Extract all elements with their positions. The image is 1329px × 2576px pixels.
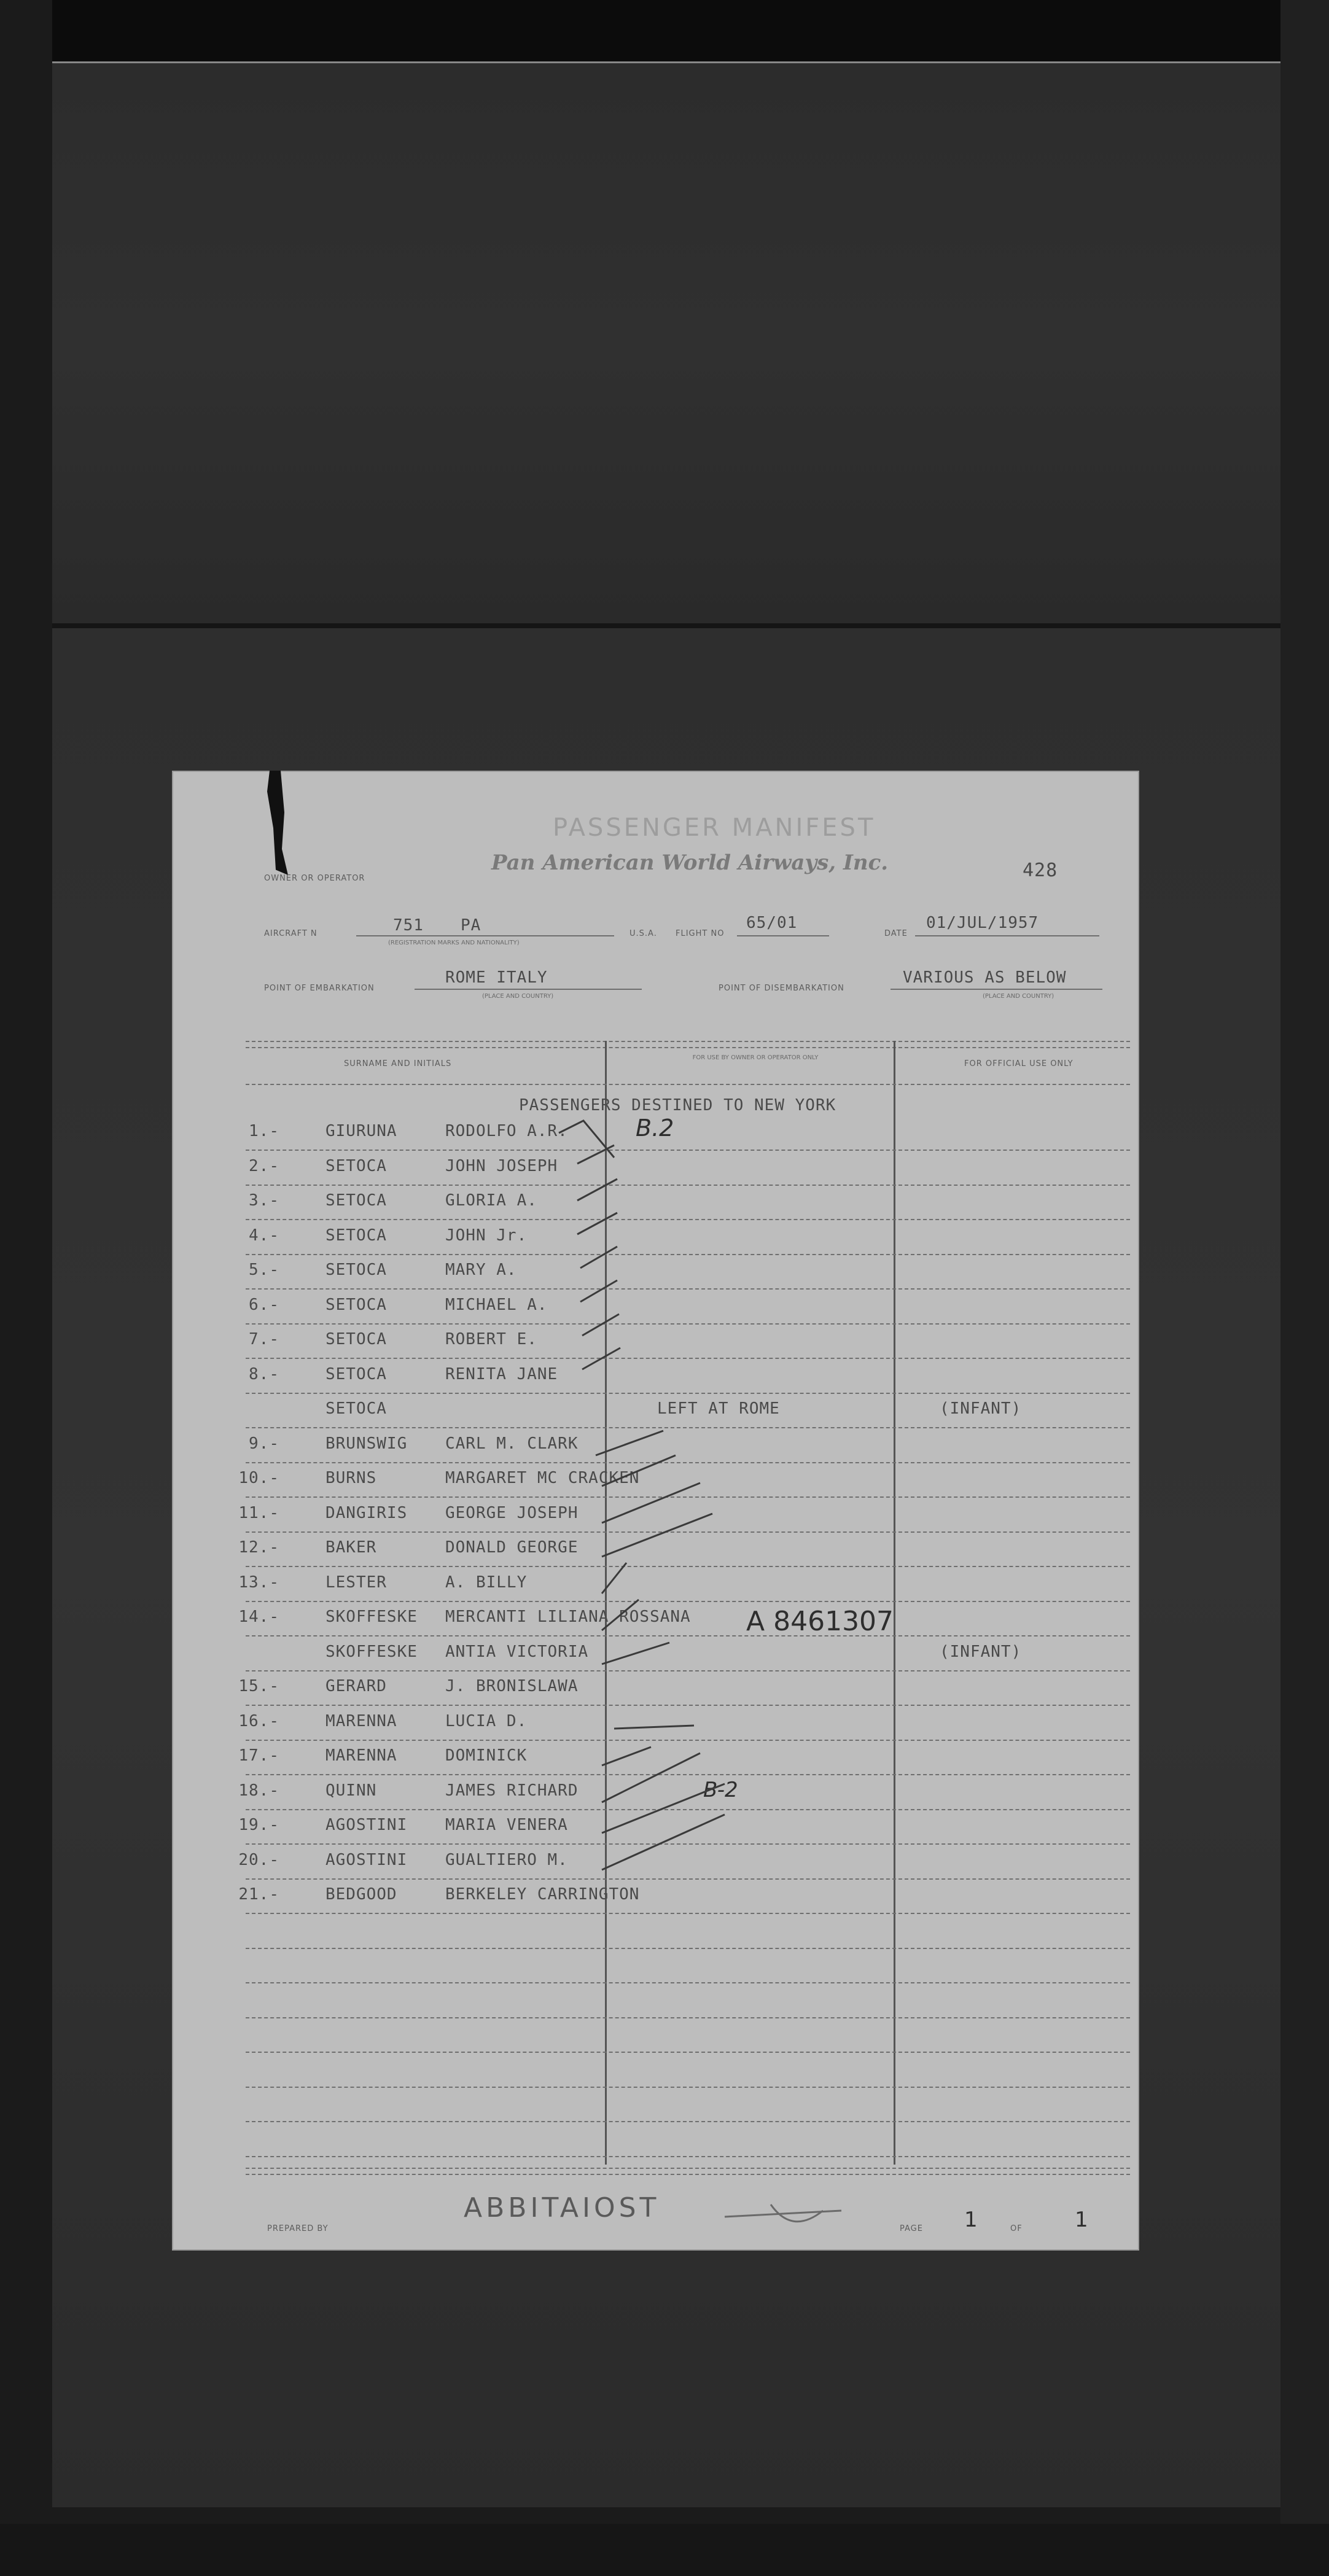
row-given-names: JAMES RICHARD bbox=[445, 1781, 579, 1800]
row-number: 8.- bbox=[249, 1365, 279, 1383]
of-label: OF bbox=[1010, 2224, 1023, 2233]
row-surname: SKOFFESKE bbox=[325, 1643, 418, 1661]
check-mark-17 bbox=[602, 1747, 651, 1765]
row-given-names: MICHAEL A. bbox=[445, 1296, 548, 1314]
check-mark-9 bbox=[596, 1431, 663, 1455]
embark-label: POINT OF EMBARKATION bbox=[264, 984, 375, 993]
row-number: 18.- bbox=[238, 1781, 279, 1800]
row-given-names: MARY A. bbox=[445, 1261, 517, 1279]
form-number: 428 bbox=[1023, 860, 1058, 881]
check-mark-4 bbox=[577, 1213, 617, 1234]
row-surname: DANGIRIS bbox=[325, 1504, 408, 1522]
check-mark-5 bbox=[580, 1247, 617, 1268]
row-number: 11.- bbox=[238, 1504, 279, 1522]
row-given-names: JOHN JOSEPH bbox=[445, 1157, 558, 1175]
row-number: 21.- bbox=[238, 1885, 279, 1904]
handwritten-b2-second: B-2 bbox=[703, 1778, 738, 1802]
disembark-value: VARIOUS AS BELOW bbox=[903, 968, 1067, 987]
row-surname: MARENNA bbox=[325, 1746, 397, 1765]
row-given-names: DONALD GEORGE bbox=[445, 1538, 579, 1557]
row-number: 17.- bbox=[238, 1746, 279, 1765]
row-given-names: JOHN Jr. bbox=[445, 1226, 528, 1245]
check-mark-7 bbox=[582, 1314, 619, 1336]
row-given-names: BERKELEY CARRINGTON bbox=[445, 1885, 640, 1904]
handwritten-b2-first: B.2 bbox=[636, 1115, 674, 1142]
disembark-label: POINT OF DISEMBARKATION bbox=[719, 984, 844, 993]
row-surname: QUINN bbox=[325, 1781, 377, 1800]
row-given-names: GUALTIERO M. bbox=[445, 1851, 568, 1869]
check-mark-1 bbox=[559, 1121, 614, 1158]
row-number: 19.- bbox=[238, 1816, 279, 1834]
row-surname: AGOSTINI bbox=[325, 1851, 408, 1869]
row-number: 10.- bbox=[238, 1469, 279, 1487]
check-mark-11 bbox=[602, 1483, 700, 1523]
check-mark-6 bbox=[580, 1280, 617, 1302]
row-number: 12.- bbox=[238, 1538, 279, 1557]
row-surname: BAKER bbox=[325, 1538, 377, 1557]
row-given-names: A. BILLY bbox=[445, 1573, 528, 1592]
row-official-note: (INFANT) bbox=[940, 1399, 1022, 1418]
row-surname: GERARD bbox=[325, 1677, 387, 1695]
row-given-names: MARIA VENERA bbox=[445, 1816, 568, 1834]
row-surname: BEDGOOD bbox=[325, 1885, 397, 1904]
row-number: 7.- bbox=[249, 1330, 279, 1348]
row-given-names: GLORIA A. bbox=[445, 1191, 537, 1210]
date-label: DATE bbox=[884, 929, 908, 938]
embark-value: ROME ITALY bbox=[445, 968, 548, 987]
row-given-names: MARGARET MC CRACKEN bbox=[445, 1469, 640, 1487]
row-given-names: GEORGE JOSEPH bbox=[445, 1504, 579, 1522]
row-official-note: (INFANT) bbox=[940, 1643, 1022, 1661]
row-number: 20.- bbox=[238, 1851, 279, 1869]
check-mark-10 bbox=[602, 1455, 676, 1486]
manifest-title: PASSENGER MANIFEST bbox=[553, 814, 876, 842]
check-mark-20 bbox=[602, 1815, 725, 1870]
column-header-owner: FOR USE BY OWNER OR OPERATOR ONLY bbox=[692, 1054, 819, 1061]
row-surname: SETOCA bbox=[325, 1226, 387, 1245]
flight-value: 65/01 bbox=[746, 914, 798, 932]
row-note: LEFT AT ROME bbox=[657, 1399, 780, 1418]
column-header-official: FOR OFFICIAL USE ONLY bbox=[964, 1059, 1074, 1068]
row-number: 9.- bbox=[249, 1434, 279, 1453]
aircraft-sub: (REGISTRATION MARKS AND NATIONALITY) bbox=[388, 940, 520, 946]
aircraft-suffix: PA bbox=[461, 916, 481, 935]
row-surname: AGOSTINI bbox=[325, 1816, 408, 1834]
row-number: 13.- bbox=[238, 1573, 279, 1592]
check-mark-3 bbox=[577, 1179, 617, 1200]
row-surname: LESTER bbox=[325, 1573, 387, 1592]
film-frame-separator bbox=[52, 623, 1280, 628]
row-surname: SKOFFESKE bbox=[325, 1608, 418, 1626]
check-mark-15 bbox=[602, 1643, 669, 1664]
row-surname: SETOCA bbox=[325, 1296, 387, 1314]
row-number: 6.- bbox=[249, 1296, 279, 1314]
row-surname: SETOCA bbox=[325, 1330, 387, 1348]
flight-label: FLIGHT NO bbox=[676, 929, 725, 938]
row-given-names: LUCIA D. bbox=[445, 1712, 528, 1730]
disembark-sub: (PLACE AND COUNTRY) bbox=[983, 993, 1054, 1000]
check-mark-2 bbox=[577, 1145, 614, 1164]
aircraft-value: 751 bbox=[393, 916, 424, 935]
row-given-names: RENITA JANE bbox=[445, 1365, 558, 1383]
row-given-names: CARL M. CLARK bbox=[445, 1434, 579, 1453]
row-given-names: ANTIA VICTORIA bbox=[445, 1643, 589, 1661]
check-mark-13 bbox=[602, 1563, 626, 1593]
row-surname: MARENNA bbox=[325, 1712, 397, 1730]
row-number: 4.- bbox=[249, 1226, 279, 1245]
row-surname: SETOCA bbox=[325, 1261, 387, 1279]
column-header-name: SURNAME AND INITIALS bbox=[344, 1059, 452, 1068]
row-given-names: J. BRONISLAWA bbox=[445, 1677, 579, 1695]
row-number: 2.- bbox=[249, 1157, 279, 1175]
check-mark-14 bbox=[602, 1600, 639, 1630]
check-mark-12 bbox=[602, 1514, 712, 1557]
embark-sub: (PLACE AND COUNTRY) bbox=[482, 993, 554, 1000]
check-marks bbox=[172, 771, 1139, 2251]
row-number: 1.- bbox=[249, 1122, 279, 1140]
check-mark-19 bbox=[602, 1784, 725, 1833]
prepared-label: PREPARED BY bbox=[267, 2224, 329, 2233]
page-label: PAGE bbox=[900, 2224, 923, 2233]
row-surname: SETOCA bbox=[325, 1365, 387, 1383]
film-blank-frame bbox=[52, 63, 1280, 628]
signature: ABBITAIOST bbox=[464, 2192, 660, 2224]
manifest-sheet bbox=[172, 771, 1139, 2251]
aircraft-label: AIRCRAFT N bbox=[264, 929, 318, 938]
row-given-names: ROBERT E. bbox=[445, 1330, 537, 1348]
row-number: 15.- bbox=[238, 1677, 279, 1695]
row-surname: BURNS bbox=[325, 1469, 377, 1487]
check-mark-8 bbox=[582, 1348, 620, 1369]
destined-line: PASSENGERS DESTINED TO NEW YORK bbox=[519, 1096, 836, 1115]
usa-label: U.S.A. bbox=[629, 929, 657, 938]
row-given-names: RODOLFO A.R. bbox=[445, 1122, 568, 1140]
row-surname: SETOCA bbox=[325, 1191, 387, 1210]
row-surname: SETOCA bbox=[325, 1399, 387, 1418]
row-number: 14.- bbox=[238, 1608, 279, 1626]
operator-name: Pan American World Airways, Inc. bbox=[491, 850, 889, 875]
page-total: 1 bbox=[1075, 2208, 1088, 2232]
row-number: 3.- bbox=[249, 1191, 279, 1210]
film-right-edge bbox=[1280, 0, 1329, 2576]
signature-flourish bbox=[725, 2204, 841, 2222]
check-mark-16 bbox=[614, 1726, 694, 1729]
film-top-border bbox=[52, 0, 1280, 61]
row-number: 16.- bbox=[238, 1712, 279, 1730]
page-number: 1 bbox=[964, 2208, 978, 2232]
handwritten-visa-number: A 8461307 bbox=[746, 1606, 894, 1637]
row-surname: BRUNSWIG bbox=[325, 1434, 408, 1453]
film-bottom-border bbox=[0, 2524, 1329, 2576]
row-given-names: DOMINICK bbox=[445, 1746, 528, 1765]
owner-label: OWNER OR OPERATOR bbox=[264, 874, 365, 883]
row-number: 5.- bbox=[249, 1261, 279, 1279]
date-value: 01/JUL/1957 bbox=[926, 914, 1039, 932]
row-surname: GIURUNA bbox=[325, 1122, 397, 1140]
row-given-names: MERCANTI LILIANA ROSSANA bbox=[445, 1608, 691, 1626]
row-surname: SETOCA bbox=[325, 1157, 387, 1175]
